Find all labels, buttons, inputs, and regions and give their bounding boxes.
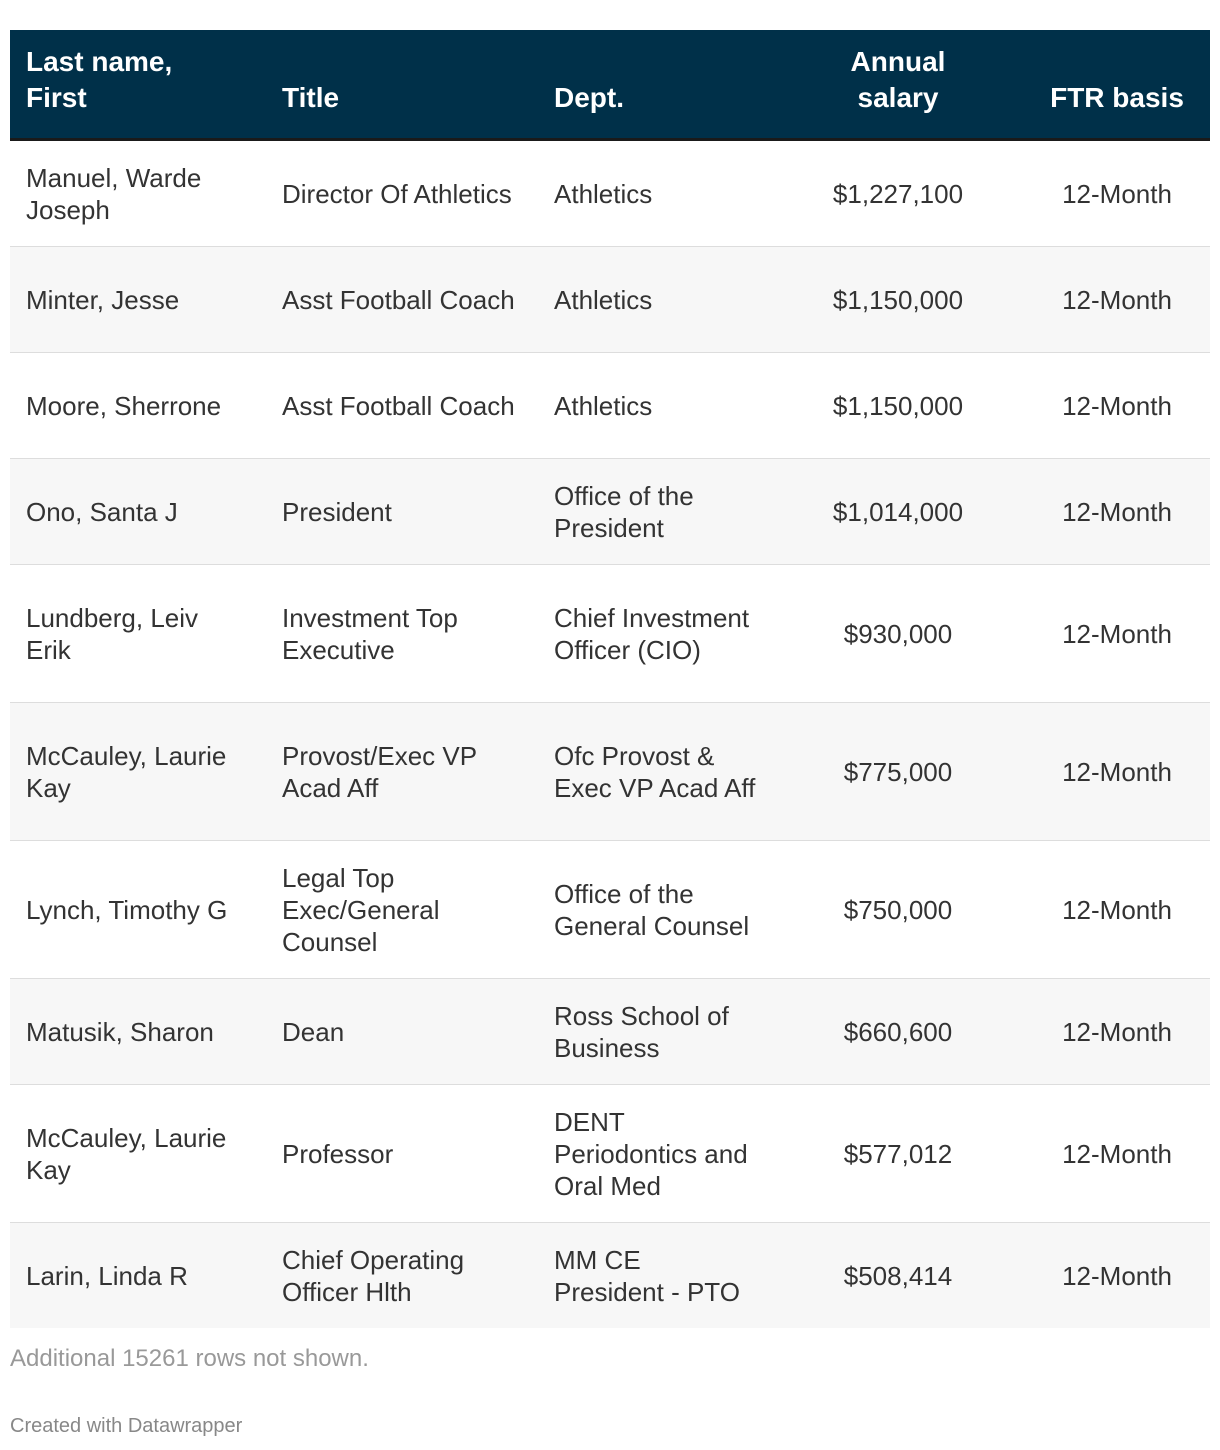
cell-ftr: 12-Month bbox=[1062, 894, 1172, 925]
cell-name: Ono, Santa J bbox=[26, 496, 178, 527]
cell-salary: $508,414 bbox=[843, 1260, 953, 1291]
cell-dept: Ross School of Business bbox=[554, 1000, 729, 1063]
header-row bbox=[10, 30, 1210, 140]
cell-ftr: 12-Month bbox=[1062, 756, 1172, 787]
cell-salary: $750,000 bbox=[843, 894, 953, 925]
header-name-line1: Last name, bbox=[26, 46, 173, 77]
cell-dept: Office of the General Counsel bbox=[554, 878, 750, 941]
cell-title: Provost/Exec VP Acad Aff bbox=[282, 740, 477, 803]
cell-dept: Chief Investment Officer (CIO) bbox=[554, 602, 750, 665]
cell-ftr: 12-Month bbox=[1062, 618, 1172, 649]
cell-name: Lynch, Timothy G bbox=[26, 894, 228, 925]
datawrapper-credit[interactable]: Created with Datawrapper bbox=[10, 1415, 243, 1437]
cell-dept: Ofc Provost & Exec VP Acad Aff bbox=[554, 740, 756, 803]
cell-salary: $577,012 bbox=[843, 1138, 953, 1169]
header-ftr[interactable]: FTR basis bbox=[1050, 82, 1184, 113]
table-row bbox=[10, 841, 1210, 979]
table-row bbox=[10, 565, 1210, 703]
header-name[interactable] bbox=[10, 30, 266, 140]
table-row bbox=[10, 353, 1210, 459]
header-title[interactable]: Title bbox=[282, 82, 340, 113]
cell-ftr: 12-Month bbox=[1062, 496, 1172, 527]
salary-table bbox=[10, 30, 1210, 1328]
cell-dept: Athletics bbox=[554, 178, 653, 209]
cell-title: Legal Top Exec/General Counsel bbox=[282, 862, 440, 957]
cell-salary: $1,014,000 bbox=[832, 496, 964, 527]
header-name-line2: First bbox=[26, 82, 87, 113]
table-row bbox=[10, 140, 1210, 247]
cell-name: Matusik, Sharon bbox=[26, 1016, 214, 1047]
cell-ftr: 12-Month bbox=[1062, 178, 1172, 209]
cell-name: Manuel, Warde Joseph bbox=[26, 162, 202, 225]
cell-title: Investment Top Executive bbox=[282, 602, 458, 665]
header-salary-line2: salary bbox=[857, 82, 939, 113]
cell-salary: $1,150,000 bbox=[832, 284, 964, 315]
cell-ftr: 12-Month bbox=[1062, 1016, 1172, 1047]
table-row bbox=[10, 459, 1210, 565]
cell-dept: Athletics bbox=[554, 390, 653, 421]
cell-salary: $930,000 bbox=[843, 618, 953, 649]
cell-title: President bbox=[282, 496, 392, 527]
cell-salary: $1,150,000 bbox=[832, 390, 964, 421]
cell-name: Moore, Sherrone bbox=[26, 390, 222, 421]
cell-name: Minter, Jesse bbox=[26, 284, 180, 315]
table-header bbox=[10, 30, 1210, 140]
cell-salary: $1,227,100 bbox=[832, 178, 964, 209]
rows-not-shown-note: Additional 15261 rows not shown. bbox=[10, 1345, 369, 1372]
cell-title: Director Of Athletics bbox=[282, 178, 512, 209]
cell-salary: $775,000 bbox=[843, 756, 953, 787]
cell-ftr: 12-Month bbox=[1062, 390, 1172, 421]
table-row bbox=[10, 979, 1210, 1085]
cell-dept: Office of the President bbox=[554, 480, 694, 543]
cell-ftr: 12-Month bbox=[1062, 1260, 1172, 1291]
cell-title: Dean bbox=[282, 1016, 345, 1047]
cell-ftr: 12-Month bbox=[1062, 284, 1172, 315]
cell-title: Chief Operating Officer Hlth bbox=[282, 1244, 465, 1307]
cell-dept: DENT Periodontics and Oral Med bbox=[554, 1106, 748, 1201]
header-salary[interactable] bbox=[772, 30, 1024, 140]
cell-title: Asst Football Coach bbox=[282, 390, 515, 421]
cell-dept: Athletics bbox=[554, 284, 653, 315]
cell-name: McCauley, Laurie Kay bbox=[26, 1122, 227, 1185]
table-row bbox=[10, 1223, 1210, 1329]
header-salary-line1: Annual bbox=[850, 46, 946, 77]
cell-title: Asst Football Coach bbox=[282, 284, 515, 315]
header-dept[interactable]: Dept. bbox=[554, 82, 624, 113]
cell-ftr: 12-Month bbox=[1062, 1138, 1172, 1169]
cell-name: Lundberg, Leiv Erik bbox=[26, 602, 199, 665]
cell-name: McCauley, Laurie Kay bbox=[26, 740, 227, 803]
table-row bbox=[10, 1085, 1210, 1223]
table-row bbox=[10, 247, 1210, 353]
cell-name: Larin, Linda R bbox=[26, 1260, 188, 1291]
salary-table-container bbox=[10, 30, 1210, 1328]
table-row bbox=[10, 703, 1210, 841]
table-body bbox=[10, 140, 1210, 1329]
cell-dept: MM CE President - PTO bbox=[554, 1244, 740, 1307]
cell-salary: $660,600 bbox=[843, 1016, 953, 1047]
cell-title: Professor bbox=[282, 1138, 394, 1169]
